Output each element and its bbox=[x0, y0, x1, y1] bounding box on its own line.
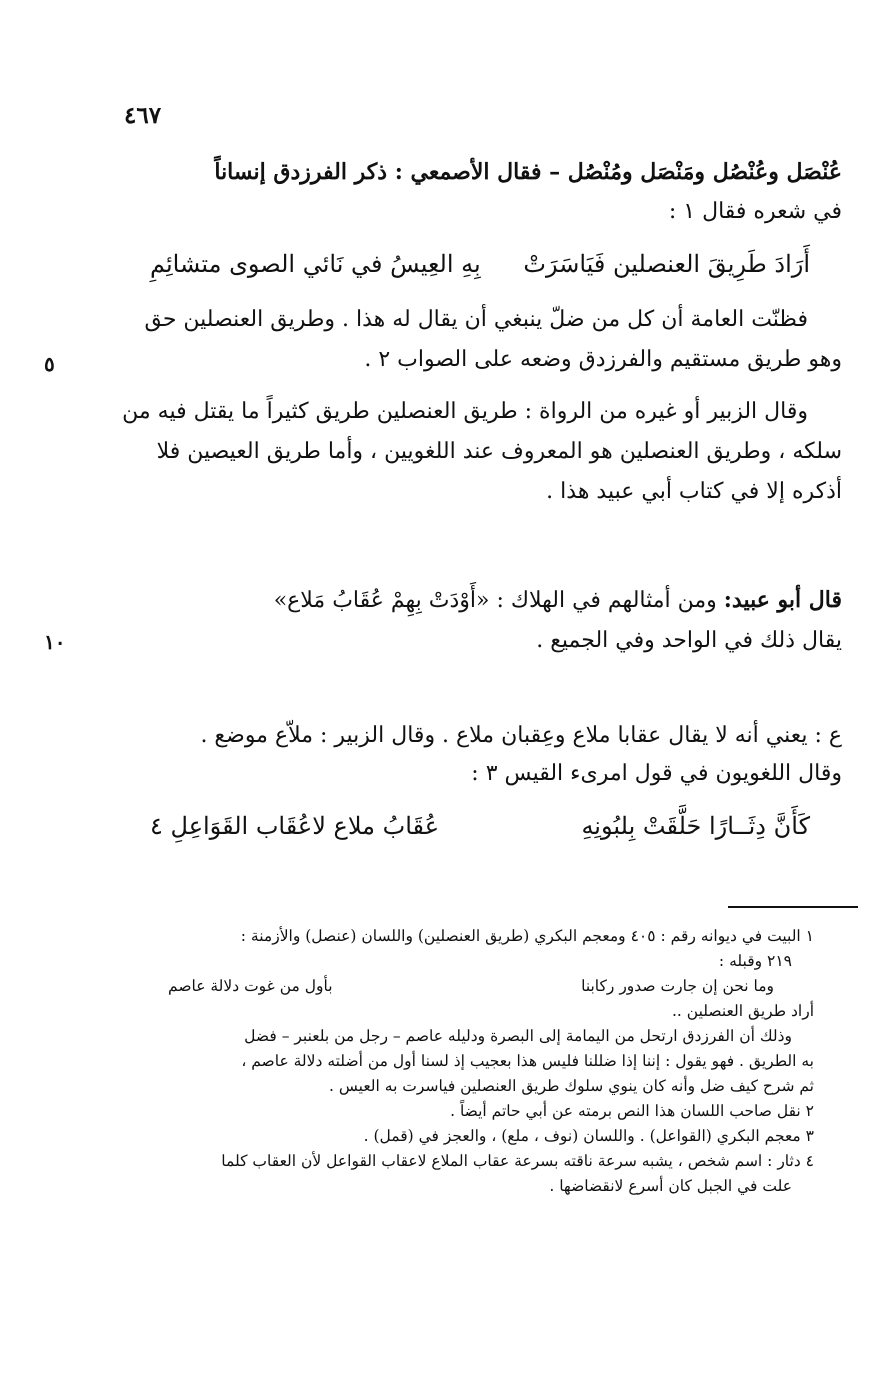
paragraph-2 bbox=[118, 300, 842, 380]
verse-1-second-hemistich: بِهِ العِيسُ في نَائي الصوى متشائِمِ bbox=[150, 250, 481, 278]
verse-2 bbox=[150, 812, 810, 856]
footnote-1-verse-second-hemistich: بأول من غوت دلالة عاصم bbox=[168, 977, 333, 995]
footnote-1-line-2: ٢١٩ وقبله : bbox=[718, 952, 792, 970]
verse-2-second-hemistich: عُقَابُ ملاع لاعُقَاب القَوَاعِلِ ٤ bbox=[150, 812, 440, 840]
footnote-4-line-1: ٤ دثار : اسم شخص ، يشبه سرعة ناقته بسرعة عقاب الملاع لاعقاب القواعل لأن العقاب كلما bbox=[221, 1152, 814, 1170]
paragraph-4-line-1 bbox=[118, 580, 842, 621]
footnote-1-line-4: وذلك أن الفرزدق ارتحل من اليمامة إلى البصرة ودليله عاصم – رجل من بلعنبر – فضل bbox=[244, 1027, 792, 1045]
paragraph-4-line-1-text: ومن أمثالهم في الهلاك : «أَوْدَتْ بِهِمْ عُقَابُ مَلاع» bbox=[273, 588, 717, 613]
paragraph-5-line-1: ع : يعني أنه لا يقال عقابا ملاع وعِقبان ملاع . وقال الزبير : ملاّع موضع . bbox=[200, 723, 842, 748]
paragraph-1 bbox=[118, 152, 842, 232]
paragraph-5-line-2: وقال اللغويون في قول امرىء القيس ٣ : bbox=[471, 761, 842, 786]
paragraph-3-line-1: وقال الزبير أو غيره من الرواة : طريق العنصلين طريق كثيراً ما يقتل فيه من bbox=[122, 399, 808, 424]
footnote-2: ٢ نقل صاحب اللسان هذا النص برمته عن أبي حاتم أيضاً . bbox=[450, 1102, 814, 1120]
footnote-1-line-1: ١ البيت في ديوانه رقم : ٤٠٥ ومعجم البكري (طريق العنصلين) واللسان (عنصل) والأزمنة : bbox=[240, 927, 814, 945]
paragraph-3-line-2: سلكه ، وطريق العنصلين هو المعروف عند اللغويين ، وأما طريق العيصين فلا bbox=[156, 439, 842, 464]
verse-1-first-hemistich: أَرَادَ طَرِيقَ العنصلين فَيَاسَرَتْ bbox=[523, 250, 810, 278]
footnote-3: ٣ معجم البكري (القواعل) . واللسان (نوف ، ملع) ، والعجز في (قمل) . bbox=[363, 1127, 814, 1145]
paragraph-3 bbox=[118, 392, 842, 512]
paragraph-3-line-3: أذكره إلا في كتاب أبي عبيد هذا . bbox=[546, 479, 842, 504]
footnotes bbox=[118, 924, 814, 1199]
verse-2-first-hemistich: كَأَنَّ دِثَــارًا حَلَّقَتْ بِلبُونِهِ bbox=[581, 812, 810, 840]
paragraph-1-line-2: في شعره فقال ١ : bbox=[668, 199, 842, 224]
footnote-4-line-2: علت في الجبل كان أسرع لانقضاضها . bbox=[549, 1177, 792, 1195]
paragraph-1-line-1: عُنْصَل وعُنْصُل ومَنْصَل ومُنْصُل – فقال الأصمعي : ذكر الفرزدق إنساناً bbox=[214, 159, 842, 185]
footnote-1-line-6: ثم شرح كيف ضل وأنه كان ينوي سلوك طريق العنصلين فياسرت به العيس . bbox=[329, 1077, 814, 1095]
margin-line-number-5: ٥ bbox=[44, 352, 55, 376]
footnote-1-verse-first-hemistich: وما نحن إن جارت صدور ركابنا bbox=[581, 977, 774, 995]
footnote-1-line-5: به الطريق . فهو يقول : إننا إذا ضللنا فليس هذا بعجيب إذ لسنا أول من أضلته دلالة عاصم ، bbox=[241, 1052, 814, 1070]
paragraph-2-line-2: وهو طريق مستقيم والفرزدق وضعه على الصواب ٢ . bbox=[364, 347, 842, 372]
paragraph-2-line-1: فظنّت العامة أن كل من ضلّ ينبغي أن يقال له هذا . وطريق العنصلين حق bbox=[144, 307, 808, 332]
footnote-1-line-3: أراد طريق العنصلين .. bbox=[672, 1002, 814, 1020]
footnote-separator bbox=[728, 906, 858, 908]
verse-1 bbox=[150, 250, 810, 294]
paragraph-4-line-2: يقال ذلك في الواحد وفي الجميع . bbox=[536, 628, 842, 653]
footnote-1-verse bbox=[118, 974, 814, 999]
abu-ubayd-lead: قال أبو عبيد: bbox=[723, 587, 842, 613]
paragraph-4 bbox=[118, 580, 842, 661]
page-number: ٤٦٧ bbox=[124, 102, 162, 129]
paragraph-5 bbox=[118, 716, 842, 792]
margin-line-number-10: ١٠ bbox=[44, 630, 66, 654]
